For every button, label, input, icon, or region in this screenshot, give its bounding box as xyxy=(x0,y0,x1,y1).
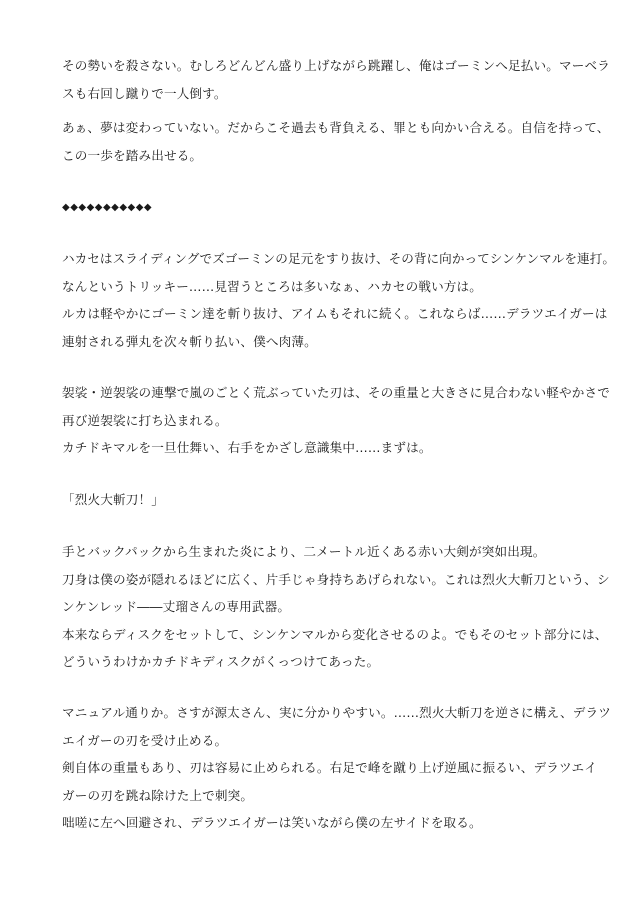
text-line: カチドキマルを一旦仕舞い、右手をかざし意識集中……まずは。 xyxy=(62,440,432,455)
text-line: この一歩を踏み出せる。 xyxy=(62,148,203,163)
text-line: あぁ、夢は変わっていない。だからこそ過去も背負える、罪とも向かい合える。自信を持って、 xyxy=(62,120,610,135)
text-line: ルカは軽やかにゴーミン達を斬り抜け、アイムもそれに続く。これならば……デラツエイガーは xyxy=(62,306,608,321)
text-line: 刀身は僕の姿が隠れるほどに広く、片手じゃ身持ちあげられない。これは烈火大斬刀という、シ xyxy=(62,572,610,587)
text-line: 袈裟・逆袈裟の連撃で嵐のごとく荒ぶっていた刃は、その重量と大きさに見合わない軽やかさで xyxy=(62,385,610,400)
text-line: ハカセはスライディングでズゴーミンの足元をすり抜け、その背に向かってシンケンマルを連打。 xyxy=(62,251,615,266)
text-line: スも右回し蹴りで一人倒す。 xyxy=(62,86,227,101)
text-line: なんというトリッキー……見習うところは多いなぁ、ハカセの戦い方は。 xyxy=(62,279,483,294)
text-line: 咄嗟に左へ回避され、デラツエイガーは笑いながら僕の左サイドを取る。 xyxy=(62,815,482,830)
text-line: 手とバックパックから生まれた炎により、二メートル近くある赤い大剣が突如出現。 xyxy=(62,544,546,559)
text-line: ガーの刃を跳ね除けた上で刺突。 xyxy=(62,788,254,803)
text-line: エイガーの刃を受け止める。 xyxy=(62,733,228,748)
section-divider: ◆◆◆◆◆◆◆◆◆◆◆ xyxy=(62,202,153,213)
text-line: 本来ならディスクをセットして、シンケンマルから変化させるのよ。でもそのセット部分には、 xyxy=(62,627,608,642)
dialogue-line: 「烈火大斬刀！」 xyxy=(62,492,164,507)
text-line: 連射される弾丸を次々斬り払い、僕へ肉薄。 xyxy=(62,334,317,349)
text-line: その勢いを殺さない。むしろどんどん盛り上げながら跳躍し、俺はゴーミンへ足払い。マーベラ xyxy=(62,58,610,73)
text-line: どういうわけかカチドキディスクがくっつけてあった。 xyxy=(62,654,380,669)
text-line: マニュアル通りか。さすが源太さん、実に分かりやすい。……烈火大斬刀を逆さに構え、デラツ xyxy=(62,705,611,720)
text-line: 再び逆袈裟に打ち込まれる。 xyxy=(62,413,228,428)
text-line: ンケンレッド――丈瑠さんの専用武器。 xyxy=(62,599,291,614)
text-line: 剣自体の重量もあり、刃は容易に止められる。右足で峰を蹴り上げ逆風に振るい、デラツエイ xyxy=(62,760,597,775)
